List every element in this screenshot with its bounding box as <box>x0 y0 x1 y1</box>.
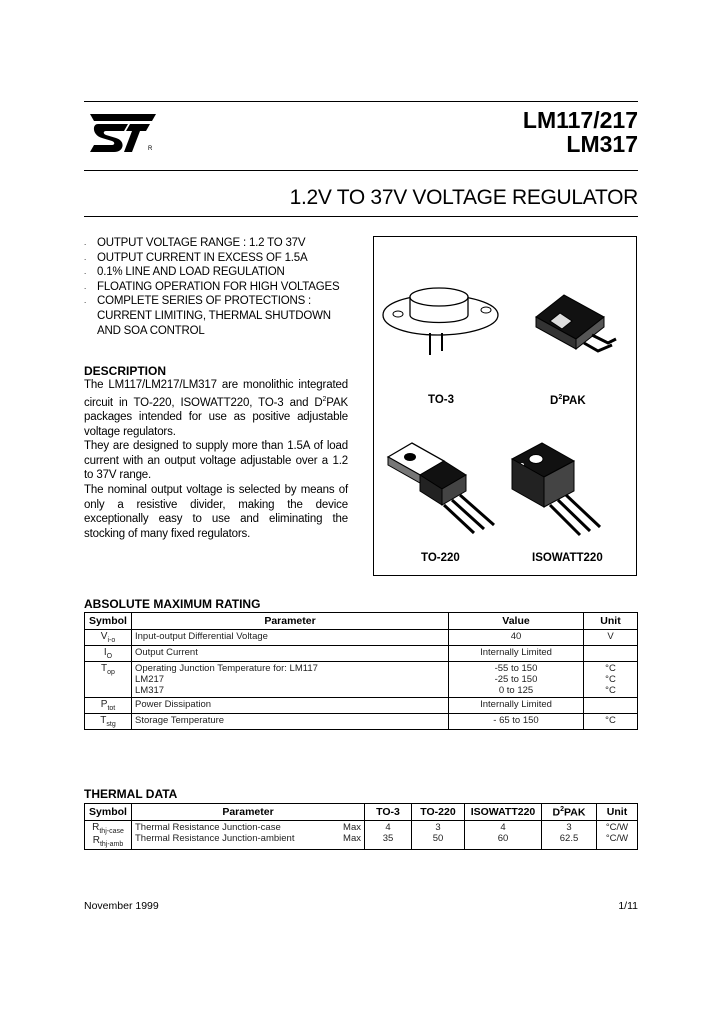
footer-date: November 1999 <box>84 900 159 912</box>
description-paragraph: The LM117/LM217/LM317 are monolithic integrated circuit in TO-220, ISOWATT220, TO-3 and $D^2PAK$ packages intended for use as positive adjustable voltage regulators. <box>84 379 348 438</box>
value-cell: 40 <box>449 630 584 646</box>
table-row <box>85 821 638 850</box>
package-label-d2pak: $D^2PAK$ <box>550 394 586 407</box>
bullet-icon: . <box>84 238 87 247</box>
column-header: ISOWATT220 <box>465 804 542 821</box>
parameter-cell: Output Current <box>132 646 449 662</box>
unit-cell <box>584 646 638 662</box>
column-header: Symbol <box>85 613 132 630</box>
bullet-icon: . <box>84 252 87 262</box>
page-number: 1/11 <box>618 900 638 912</box>
parameter-cell: Thermal Resistance Junction-case Max Thermal Resistance Junction-ambient Max <box>132 821 365 850</box>
package-label-to3: TO-3 <box>428 394 454 406</box>
description-paragraph: They are designed to supply more than 1.5A of load current with an output voltage adjustable over a 1.2 to 37V range. <box>84 440 348 482</box>
thermal-data-heading: THERMAL DATA <box>84 787 178 801</box>
symbol-cell: $T_{op}$ <box>85 662 132 698</box>
feature-item: . COMPLETE SERIES OF PROTECTIONS : CURRENT LIMITING, THERMAL SHUTDOWN AND SOA CONTROL <box>84 295 331 337</box>
abs-max-table <box>84 612 638 730</box>
symbol-cell: $R_{thj-case}$ $R_{thj-amb}$ <box>85 821 132 850</box>
feature-item: . FLOATING OPERATION FOR HIGH VOLTAGES <box>84 280 340 293</box>
d2pak-cell: 3 62.5 <box>542 821 597 850</box>
package-figure <box>373 236 637 576</box>
header-rule <box>84 101 638 102</box>
thermal-data-table <box>84 803 638 850</box>
symbol-cell: $I_O$ <box>85 646 132 662</box>
column-header: Unit <box>584 613 638 630</box>
parameter-cell: Storage Temperature <box>132 714 449 730</box>
column-header: Parameter <box>132 613 449 630</box>
isowatt220-cell: 4 60 <box>465 821 542 850</box>
column-header: Symbol <box>85 804 132 821</box>
feature-item: . OUTPUT CURRENT IN EXCESS OF 1.5A <box>84 251 308 264</box>
unit-cell <box>584 698 638 714</box>
parameter-cell: Input-output Differential Voltage <box>132 630 449 646</box>
column-header: $D^2PAK$ <box>542 804 597 821</box>
header-rule-2 <box>84 170 638 171</box>
unit-cell: °C/W °C/W <box>597 821 638 850</box>
to220-package-icon <box>382 435 502 545</box>
description-heading: DESCRIPTION <box>84 364 167 378</box>
d2pak-package-icon <box>526 287 626 371</box>
column-header: TO-220 <box>412 804 465 821</box>
package-label-isowatt220: ISOWATT220 <box>532 552 603 564</box>
description-paragraph: The nominal output voltage is selected by means of only a resistive divider, making the device exceptionally easy to use and eliminating the stocking of many fixed regulators. <box>84 483 348 540</box>
st-logo-icon <box>84 108 164 156</box>
feature-item: . 0.1% LINE AND LOAD REGULATION <box>84 266 285 279</box>
column-header: TO-3 <box>365 804 412 821</box>
symbol-cell: $T_{stg}$ <box>85 714 132 730</box>
part-number-line2: LM317 <box>566 131 638 157</box>
column-header: Value <box>449 613 584 630</box>
table-row <box>85 698 638 714</box>
bullet-icon: . <box>84 267 87 277</box>
unit-cell: °C <box>584 714 638 730</box>
table-row <box>85 662 638 698</box>
to220-cell: 3 50 <box>412 821 465 850</box>
value-cell: - 65 to 150 <box>449 714 584 730</box>
package-label-to220: TO-220 <box>421 552 460 564</box>
value-cell: -55 to 150 -25 to 150 0 to 125 <box>449 662 584 698</box>
feature-list <box>84 236 354 338</box>
value-cell: Internally Limited <box>449 698 584 714</box>
title-rule <box>84 216 638 217</box>
column-header: Unit <box>597 804 638 821</box>
to3-package-icon <box>378 277 508 369</box>
parameter-cell: Power Dissipation <box>132 698 449 714</box>
table-row <box>85 646 638 662</box>
column-header: Parameter <box>132 804 365 821</box>
table-row <box>85 630 638 646</box>
feature-item: . OUTPUT VOLTAGE RANGE : 1.2 TO 37V <box>84 237 306 249</box>
table-header-row <box>85 613 638 630</box>
parameter-cell: Operating Junction Temperature for: LM117 LM217 LM317 <box>132 662 449 698</box>
unit-cell: °C °C °C <box>584 662 638 698</box>
symbol-cell: $P_{tot}$ <box>85 698 132 714</box>
symbol-cell: $V_{i-o}$ <box>85 630 132 646</box>
to3-cell: 4 35 <box>365 821 412 850</box>
bullet-icon: . <box>84 296 87 306</box>
svg-text:R: R <box>148 146 153 152</box>
value-cell: Internally Limited <box>449 646 584 662</box>
unit-cell: V <box>584 630 638 646</box>
description-body <box>84 378 348 541</box>
part-number-line1: LM117/217 <box>522 107 638 133</box>
abs-max-heading: ABSOLUTE MAXIMUM RATING <box>84 597 261 611</box>
table-header-row <box>85 804 638 821</box>
isowatt220-package-icon <box>506 435 631 545</box>
bullet-icon: . <box>84 281 87 291</box>
table-row <box>85 714 638 730</box>
document-title: 1.2V TO 37V VOLTAGE REGULATOR <box>289 186 638 209</box>
